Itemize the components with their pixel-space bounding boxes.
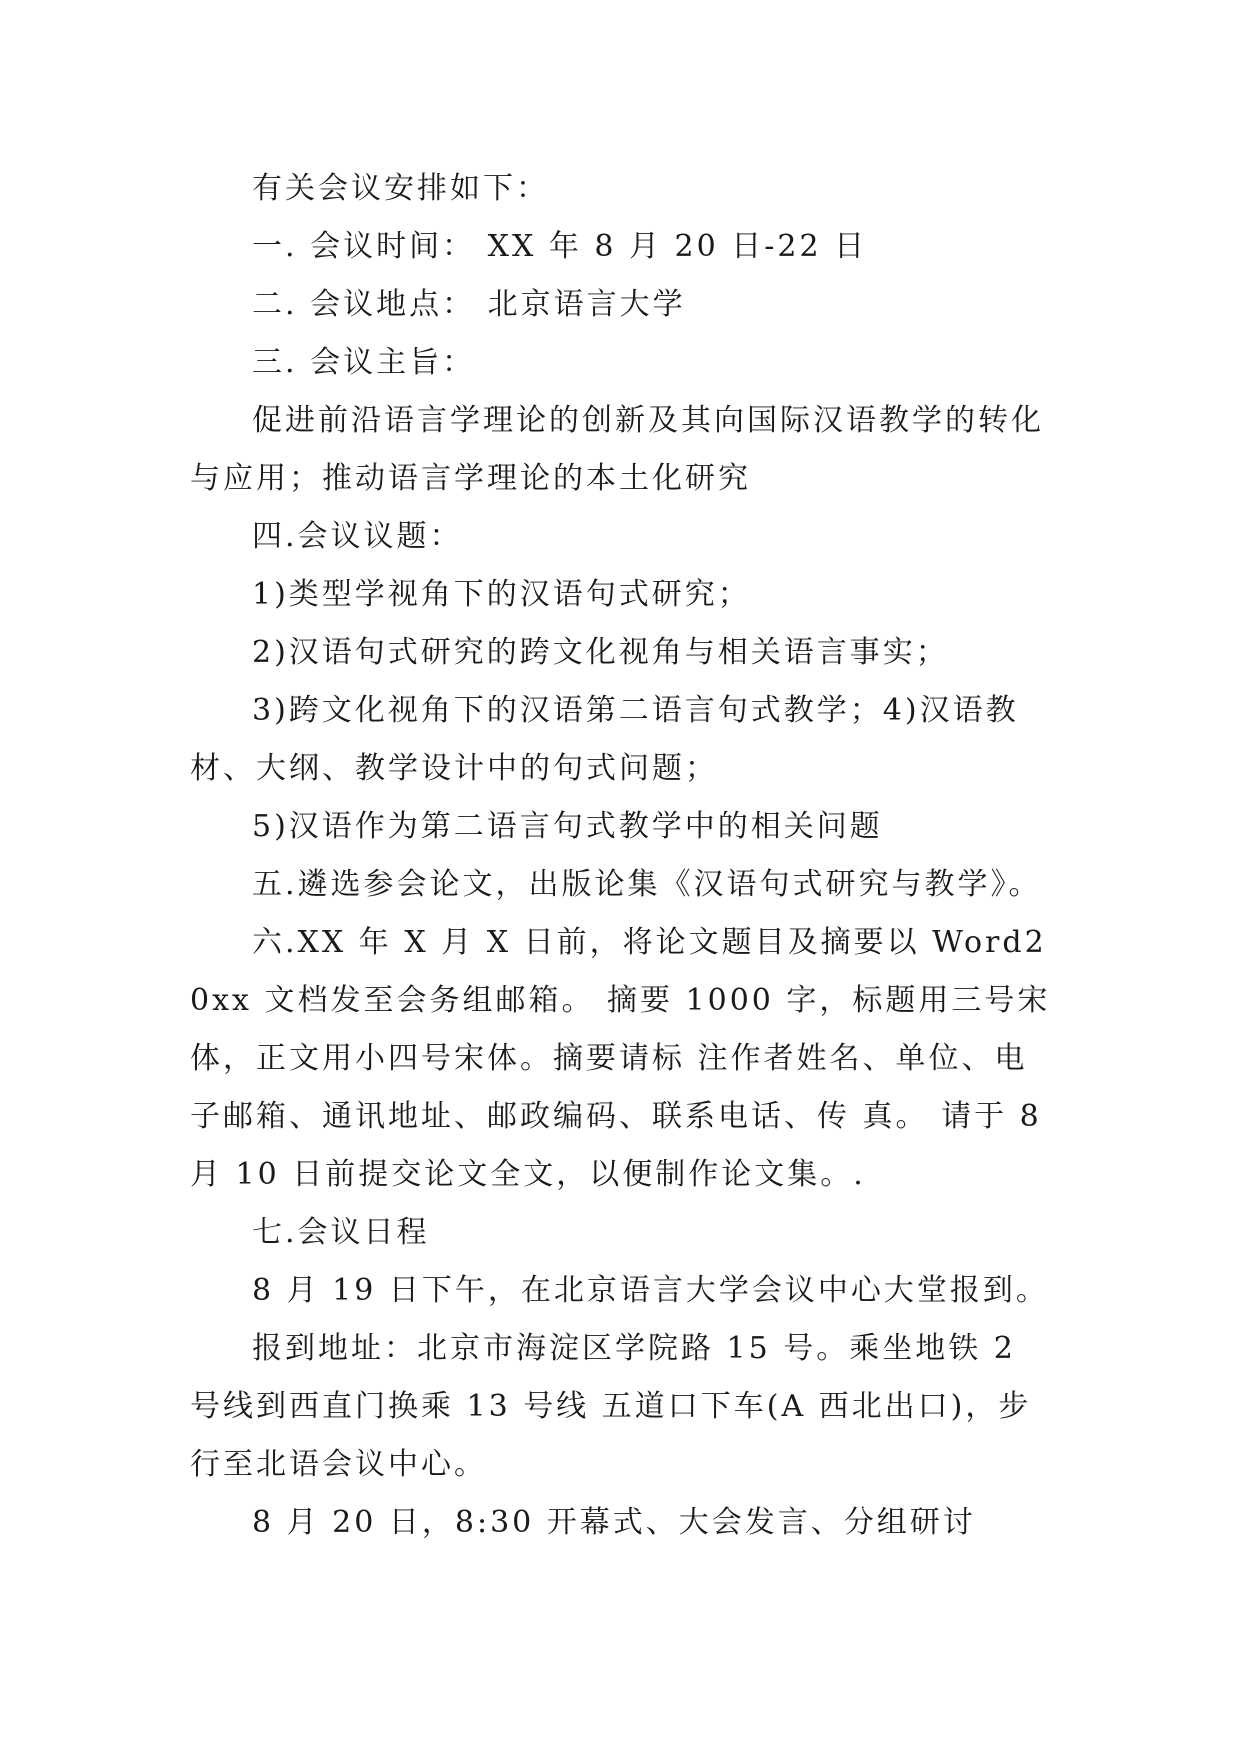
document-body [190,160,1060,1552]
meeting-purpose-heading: 三. 会议主旨： [252,345,476,380]
topic-item-5: 5)汉语作为第二语言句式教学中的相关问题 [252,809,883,844]
registration-address: 报到地址：北京市海淀区学院路 15 号。乘坐地铁 2 号线到西直门换乘 13 号线 五道口下车(A 西北出口)，步行至北语会议中心。 [190,1331,1032,1482]
submission-instructions: 六.XX 年 X 月 X 日前，将论文题目及摘要以 Word20xx 文档发至会务组邮箱。 摘要 1000 字，标题用三号宋体，正文用小四号宋体。摘要请标 注作者姓名、单位、电子邮箱、通讯地址、邮政编码、联系电话、传 真。 请于 8 月 10 日前提交论文全文，以便制作论文集。. [190,925,1055,1192]
opening-schedule: 8 月 20 日，8:30 开幕式、大会发言、分组研讨 [252,1505,976,1540]
paper-selection: 五.遴选参会论文，出版论集《汉语句式研究与教学》。 [252,867,1042,902]
meeting-purpose-text: 促进前沿语言学理论的创新及其向国际汉语教学的转化与应用；推动语言学理论的本土化研究 [190,403,1044,496]
intro-paragraph: 有关会议安排如下： [252,171,549,206]
registration-time: 8 月 19 日下午，在北京语言大学会议中心大堂报到。 [252,1273,1049,1308]
meeting-topics-heading: 四.会议议题： [252,519,463,554]
schedule-heading: 七.会议日程 [252,1215,430,1250]
meeting-location: 二. 会议地点： 北京语言大学 [252,287,686,322]
meeting-time: 一. 会议时间： XX 年 8 月 20 日-22 日 [252,229,868,264]
topic-item-2: 2)汉语句式研究的跨文化视角与相关语言事实； [252,635,949,670]
topic-item-3-4: 3)跨文化视角下的汉语第二语言句式教学；4)汉语教材、大纲、教学设计中的句式问题； [190,693,1019,786]
topic-item-1: 1)类型学视角下的汉语句式研究； [252,577,751,612]
